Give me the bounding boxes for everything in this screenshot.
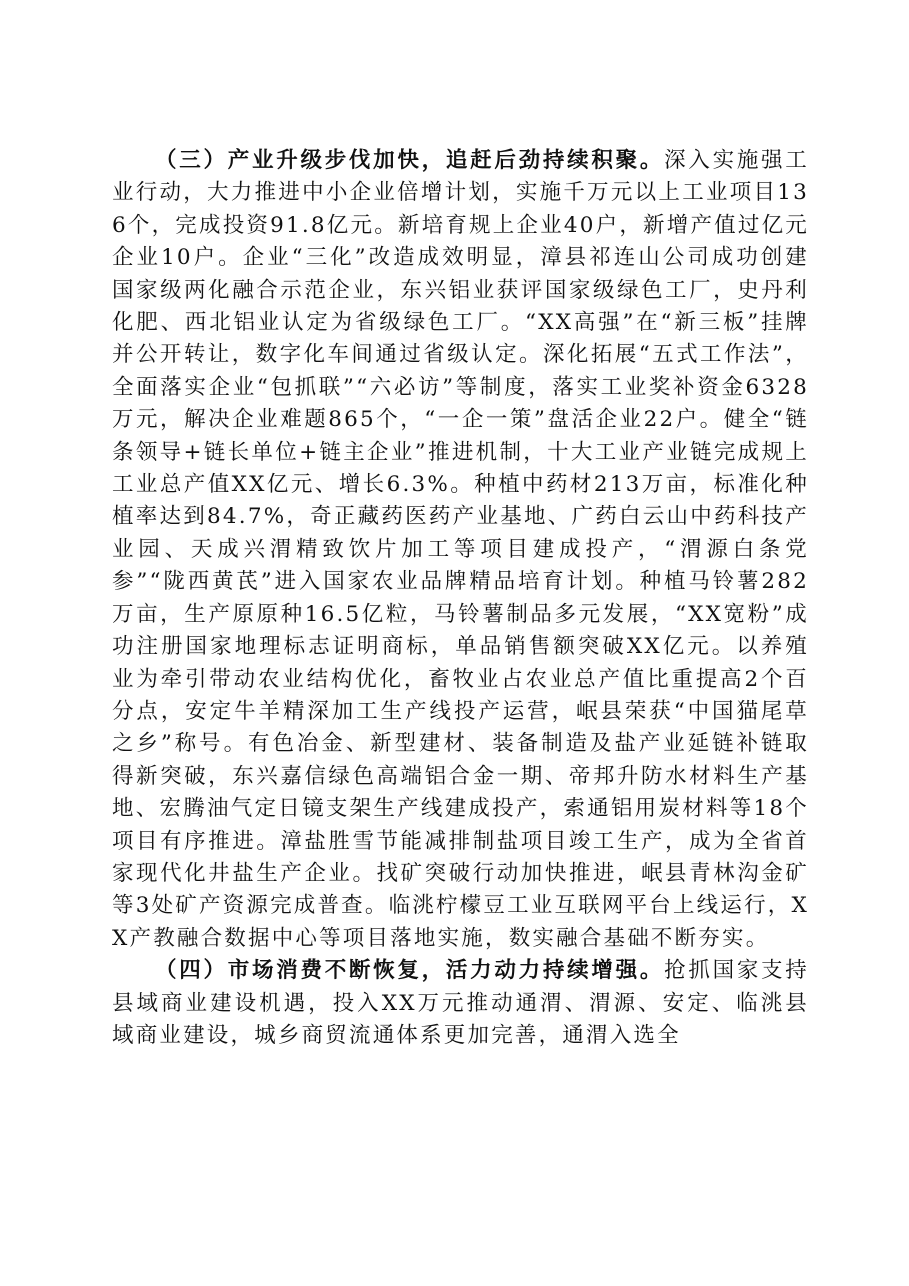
paragraph-industry-upgrade [112,145,809,955]
paragraph-heading: （三）产业升级步伐加快，追赶后劲持续积聚。 [155,148,665,173]
paragraph-market-consumption [112,955,809,1052]
paragraph-heading: （四）市场消费不断恢复，活力动力持续增强。 [155,958,665,984]
paragraph-body: 抢抓国家支持县域商业建设机遇，投入XX万元推动通渭、渭源、安定、临洮县域商业建设，城乡商贸流通体系更加完善，通渭入选全 [112,958,810,1048]
paragraph-body: 深入实施强工业行动，大力推进中小企业倍增计划，实施千万元以上工业项目136个，完成投资91.8亿元。新培育规上企业40户，新增产值过亿元企业10户。企业“三化”改造成效明显，漳县祁连山公司成功创建国家级两化融合示范企业，东兴铝业获评国家级绿色工厂，史丹利化肥、西北铝业认定为省级绿色工厂。“XX高强”在“新三板”挂牌并公开转让，数字化车间通过省级认定。深化拓展“五式工作法”，全面落实企业“包抓联”“六必访”等制度，落实工业奖补资金6328万元，解决企业难题865个，“一企一策”盘活企业22户。健全“链条领导+链长单位+链主企业”推进机制，十大工业产业链完成规上工业总产值XX亿元、增长6.3%。种植中药材213万亩，标准化种植率达到84.7%，奇正藏药医药产业基地、广药白云山中药科技产业园、天成兴渭精致饮片加工等项目建成投产，“渭源白条党参”“陇西黄芪”进入国家农业品牌精品培育计划。种植马铃薯282万亩，生产原原种16.5亿粒，马铃薯制品多元发展，“XX宽粉”成功注册国家地理标志证明商标，单品销售额突破XX亿元。以养殖业为牵引带动农业结构优化，畜牧业占农业总产值比重提高2个百分点，安定牛羊精深加工生产线投产运营，岷县荣获“中国猫尾草之乡”称号。有色冶金、新型建材、装备制造及盐产业延链补链取得新突破，东兴嘉信绿色高端铝合金一期、帝邦升防水材料生产基地、宏腾油气定日镜支架生产线建成投产，索通铝用炭材料等18个项目有序推进。漳盐胜雪节能减排制盐项目竣工生产，成为全省首家现代化井盐生产企业。找矿突破行动加快推进，岷县青林沟金矿等3处矿产资源完成普查。临洮柠檬豆工业互联网平台上线运行，XX产教融合数据中心等项目落地实施，数实融合基础不断夯实。 [112,148,810,951]
